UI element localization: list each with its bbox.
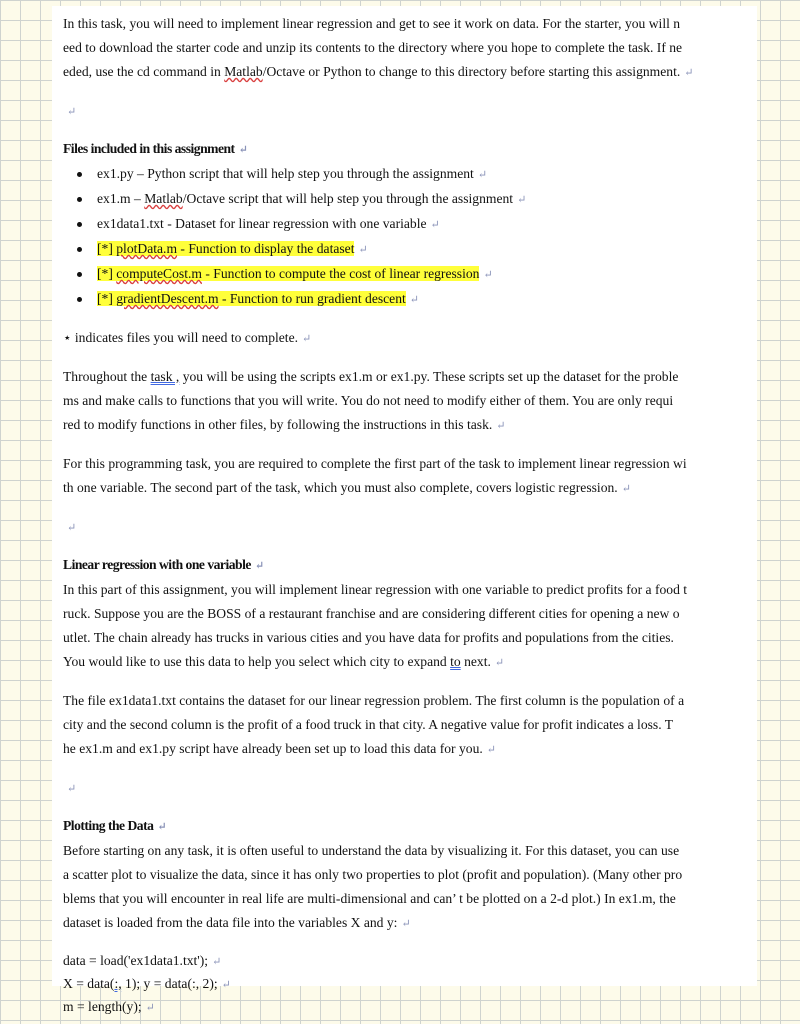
list-item: ex1.py – Python script that will help step you through the assignment ↵ xyxy=(97,162,747,187)
plotting-paragraph: Before starting on any task, it is often useful to understand the data by visualizing it. For this dataset, you can use a scatter plot to visualize the data, since it has only two properties to plot (profit and population). (Many other pro blems that you will encounter in real life are multi-dimensional and can’ t be plotted on a 2-d plot.) In ex1.m, the dataset is loaded from the data file into the variables X and y: ↵ xyxy=(63,843,683,930)
paragraph-mark-icon: ↵ xyxy=(302,333,312,345)
plotting-heading: Plotting the Data ↵ xyxy=(63,818,167,833)
paragraph-mark-icon: ↵ xyxy=(401,918,411,930)
paragraph-mark-icon: ↵ xyxy=(494,657,505,669)
empty-paragraph xyxy=(63,515,747,539)
empty-paragraph xyxy=(63,99,747,123)
throughout-paragraph: Throughout the task , you will be using the scripts ex1.m or ex1.py. These scripts set up the dataset for the proble ms and make calls to functions that you will write. You do not need to modify either of them. You are only requi red to modify functions in other files, by following the instructions in this task. ↵ xyxy=(63,369,679,432)
linreg-heading: Linear regression with one variable ↵ xyxy=(63,557,264,572)
code-line: X = data(:, 1); y = data(:, 2); ↵ xyxy=(63,976,231,991)
paragraph-mark-icon: ↵ xyxy=(430,219,440,231)
code-line: m = length(y); ↵ xyxy=(63,999,155,1014)
list-item: ex1.m – Matlab/Octave script that will help step you through the assignment ↵ xyxy=(97,187,747,212)
paragraph-mark-icon: ↵ xyxy=(238,144,248,156)
paragraph-mark-icon: ↵ xyxy=(409,294,420,306)
list-item: [*] gradientDescent.m - Function to run gradient descent ↵ xyxy=(97,287,747,312)
paragraph-mark-icon: ↵ xyxy=(157,821,167,833)
code-line: data = load('ex1data1.txt'); ↵ xyxy=(63,953,222,968)
list-item: [*] plotData.m - Function to display the dataset ↵ xyxy=(97,237,747,262)
list-item: ex1data1.txt - Dataset for linear regression with one variable ↵ xyxy=(97,212,747,237)
document-page xyxy=(52,6,757,1014)
paragraph-mark-icon: ↵ xyxy=(517,194,527,206)
paragraph-mark-icon: ↵ xyxy=(67,522,77,534)
paragraph-mark-icon: ↵ xyxy=(477,169,488,181)
intro-paragraph: In this task, you will need to implement linear regression and get to see it work on data. For the starter, you will n eed to download the starter code and unzip its contents to the directory where you hope to complete the task. If ne eded, use the cd command in Matlab/Octave or Python to change to this directory before starting this assignment. ↵ xyxy=(63,16,694,79)
paragraph-mark-icon: ↵ xyxy=(621,483,631,495)
paragraph-mark-icon: ↵ xyxy=(67,106,77,118)
files-heading: Files included in this assignment ↵ xyxy=(63,141,248,156)
paragraph-mark-icon: ↵ xyxy=(486,744,496,756)
files-list xyxy=(63,162,747,312)
programming-paragraph: For this programming task, you are required to complete the first part of the task to implement linear regression wi th one variable. The second part of the task, which you must also complete, covers logistic regression. ↵ xyxy=(63,456,687,495)
page-corner-mark xyxy=(63,12,64,13)
paragraph-mark-icon: ↵ xyxy=(496,420,506,432)
list-item: [*] computeCost.m - Function to compute the cost of linear regression ↵ xyxy=(97,262,747,287)
paragraph-mark-icon: ↵ xyxy=(145,1002,155,1014)
paragraph-mark-icon: ↵ xyxy=(358,244,368,256)
linreg-paragraph: In this part of this assignment, you will implement linear regression with one variable to predict profits for a food t ruck. Suppose you are the BOSS of a restaurant franchise and are considering different cities for opening a new o utlet. The chain already has trucks in various cities and you have data for profits and populations from the cities. You would like to use this data to help you select which city to expand to next. ↵ xyxy=(63,582,688,669)
datafile-paragraph: The file ex1data1.txt contains the dataset for our linear regression problem. The first column is the population of a city and the second column is the profit of a food truck in that city. A negative value for profit indicates a loss. T he ex1.m and ex1.py script have already been set up to load this data for you. ↵ xyxy=(63,693,685,756)
code-block xyxy=(63,950,747,1019)
paragraph-mark-icon: ↵ xyxy=(254,560,264,572)
paragraph-mark-icon: ↵ xyxy=(67,783,77,795)
paragraph-mark-icon: ↵ xyxy=(483,269,493,281)
paragraph-mark-icon: ↵ xyxy=(221,979,231,991)
empty-paragraph xyxy=(63,776,747,800)
star-note: ⋆ indicates files you will need to complete. ↵ xyxy=(63,330,312,345)
paragraph-mark-icon: ↵ xyxy=(684,67,694,79)
paragraph-mark-icon: ↵ xyxy=(212,956,222,968)
